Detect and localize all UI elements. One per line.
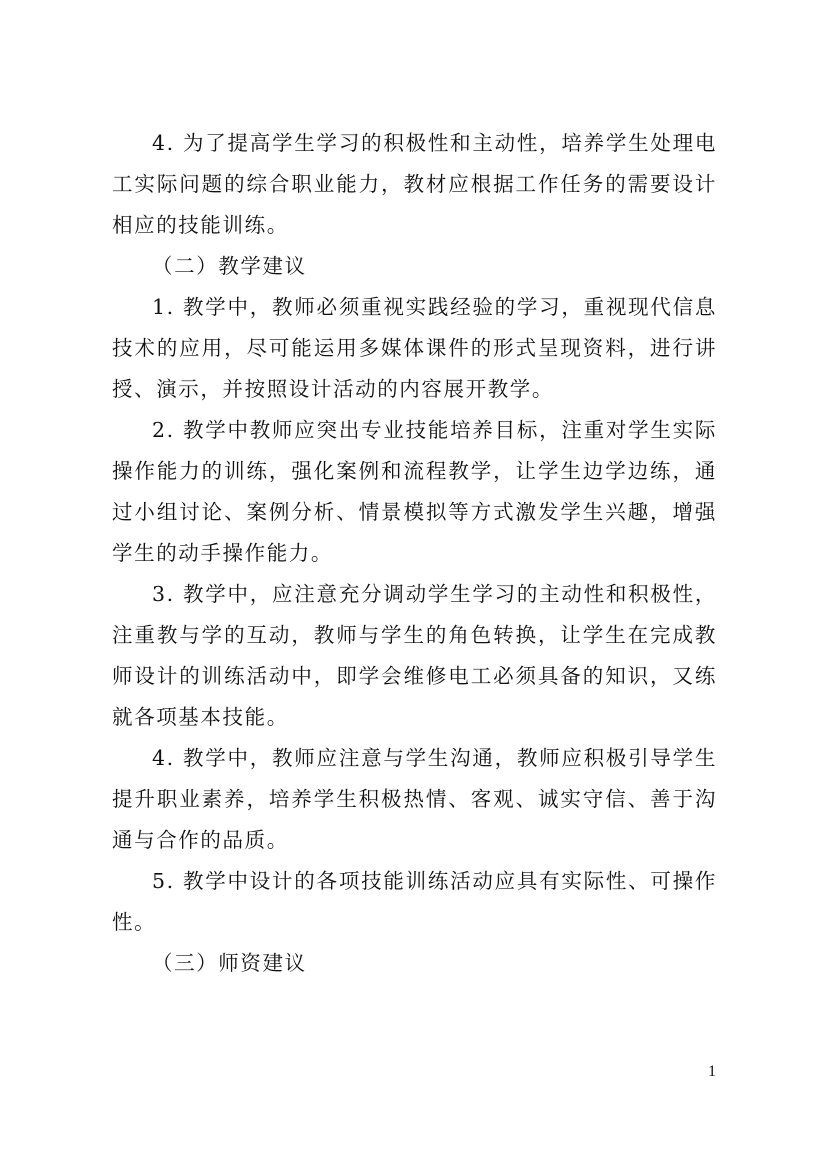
- paragraph-textbook-item-4: 4. 为了提高学生学习的积极性和主动性，培养学生处理电工实际问题的综合职业能力，教材应根据工作任务的需要设计相应的技能训练。: [112, 131, 717, 237]
- paragraph-teaching-item-1: 1. 教学中，教师必须重视实践经验的学习，重视现代信息技术的应用，尽可能运用多媒体课件的形式呈现资料，进行讲授、演示，并按照设计活动的内容展开教学。: [112, 295, 717, 401]
- paragraph-teaching-item-4: 4. 教学中，教师应注意与学生沟通，教师应积极引导学生提升职业素养，培养学生积极热情、客观、诚实守信、善于沟通与合作的品质。: [112, 746, 717, 852]
- paragraph-teaching-item-3: 3. 教学中，应注意充分调动学生学习的主动性和积极性，注重教与学的互动，教师与学生的角色转换，让学生在完成教师设计的训练活动中，即学会维修电工必须具备的知识，又练就各项基本技能。: [112, 582, 717, 729]
- page-number: 1: [708, 1063, 716, 1080]
- section-heading-teaching-suggestions: （二）教学建议: [152, 254, 307, 278]
- paragraph-teaching-item-2: 2. 教学中教师应突出专业技能培养目标，注重对学生实际操作能力的训练，强化案例和流程教学，让学生边学边练，通过小组讨论、案例分析、情景模拟等方式激发学生兴趣，增强学生的动手操作能力。: [112, 418, 717, 565]
- section-heading-faculty-suggestions: （三）师资建议: [152, 951, 307, 975]
- body-text: [112, 123, 717, 984]
- paragraph-teaching-item-5: 5. 教学中设计的各项技能训练活动应具有实际性、可操作性。: [112, 869, 717, 934]
